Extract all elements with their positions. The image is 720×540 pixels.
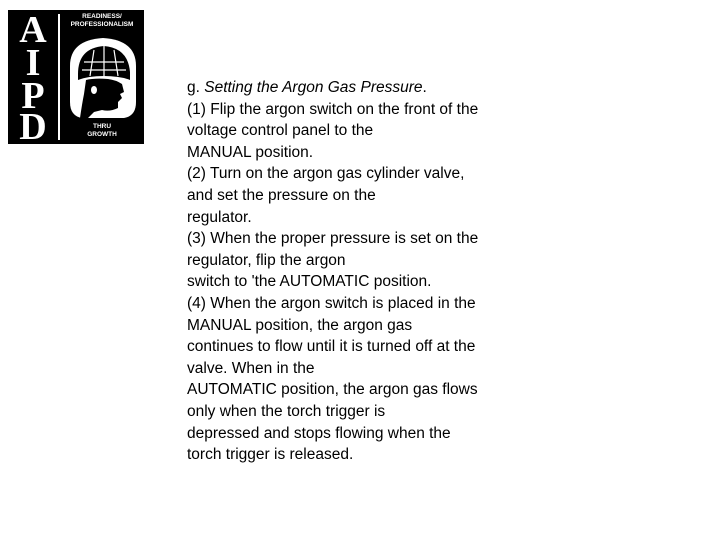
text-line: MANUAL position, the argon gas — [187, 316, 413, 334]
text-line: switch to 'the AUTOMATIC position. — [187, 273, 432, 291]
logo-bottom-line-2: GROWTH — [87, 131, 117, 138]
logo-letter-p: P — [21, 75, 45, 117]
text-line: torch trigger is released. — [187, 446, 354, 464]
text-line: (2) Turn on the argon gas cylinder valve, — [187, 165, 465, 183]
logo-letters — [8, 9, 58, 148]
logo-top-line-1: READINESS/ — [82, 13, 122, 20]
logo-top-text — [62, 13, 142, 29]
text-line: and set the pressure on the — [187, 186, 376, 204]
section-heading — [187, 77, 547, 99]
text-line: continues to flow until it is turned off at the — [187, 338, 476, 356]
logo-top-line-2: PROFESSIONALISM — [70, 21, 134, 28]
heading-title: Setting the Argon Gas Pressure — [204, 79, 423, 96]
heading-suffix: . — [422, 79, 427, 96]
logo-letter-d: D — [19, 106, 47, 148]
logo-bottom-text — [62, 123, 142, 139]
instruction-text — [187, 77, 547, 466]
text-line: regulator, flip the argon — [187, 251, 346, 269]
logo-letter-a: A — [19, 9, 47, 51]
logo-bottom-line-1: THRU — [92, 123, 112, 130]
text-line: (3) When the proper pressure is set on the — [187, 230, 479, 248]
logo-letter-i: I — [25, 42, 41, 84]
text-line: regulator. — [187, 208, 252, 226]
text-line: voltage control panel to the — [187, 122, 374, 140]
logo-divider — [58, 14, 60, 140]
text-line: AUTOMATIC position, the argon gas flows — [187, 381, 478, 399]
text-line: (4) When the argon switch is placed in the — [187, 294, 476, 312]
soldier-helmet-icon — [64, 32, 142, 120]
aipd-logo — [8, 9, 144, 148]
text-line: MANUAL position. — [187, 143, 314, 161]
text-line: (1) Flip the argon switch on the front of the — [187, 100, 479, 118]
text-line: depressed and stops flowing when the — [187, 424, 451, 442]
text-line: only when the torch trigger is — [187, 402, 386, 420]
heading-prefix: g. — [187, 79, 205, 96]
text-line: valve. When in the — [187, 359, 315, 377]
